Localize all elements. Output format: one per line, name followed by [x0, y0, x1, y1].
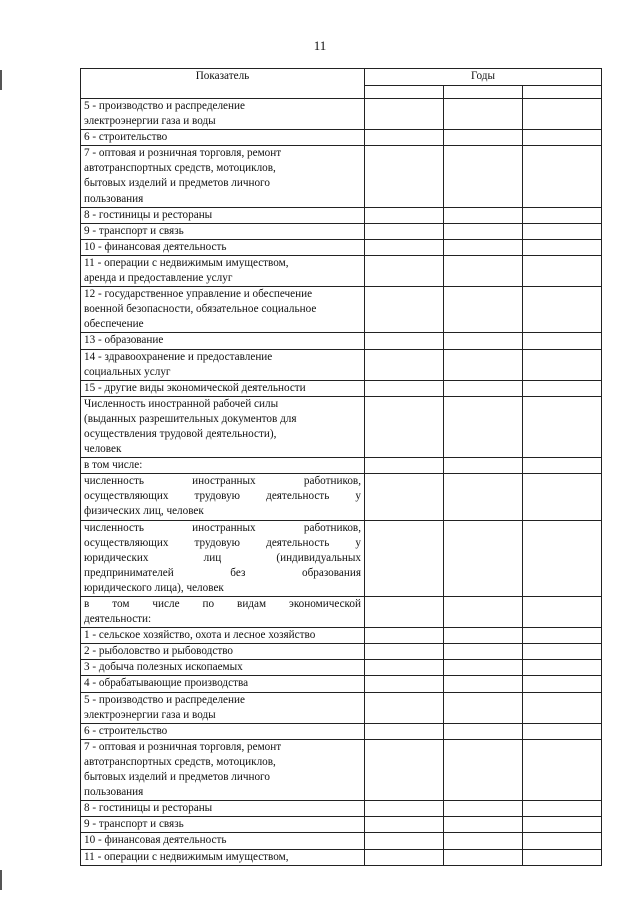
year-value-cell-3 — [523, 287, 602, 333]
table-row — [81, 99, 602, 130]
year-value-cell-2 — [444, 349, 523, 380]
table-row — [81, 849, 602, 865]
year-value-cell-1 — [365, 849, 444, 865]
indicator-cell — [81, 223, 365, 239]
page-number: 11 — [313, 38, 327, 53]
indicator-line: в том числе: — [84, 459, 143, 472]
year-value-cell-1 — [365, 628, 444, 644]
indicator-cell — [81, 801, 365, 817]
year-value-cell-2 — [444, 644, 523, 660]
table-row — [81, 349, 602, 380]
year-value-cell-3 — [523, 255, 602, 286]
indicator-cell — [81, 207, 365, 223]
indicator-line: социальных услуг — [84, 365, 171, 378]
indicator-line: электроэнергии газа и воды — [84, 115, 216, 128]
indicator-cell — [81, 692, 365, 723]
indicator-line: юридических лиц (индивидуальных — [84, 551, 361, 564]
indicator-line: 11 - операции с недвижимым имуществом, — [84, 256, 289, 269]
table-body — [81, 99, 602, 866]
year-value-cell-1 — [365, 801, 444, 817]
indicator-line: 15 - другие виды экономической деятельности — [84, 381, 306, 394]
indicator-line: 5 - производство и распределение — [84, 100, 245, 112]
year-value-cell-1 — [365, 130, 444, 146]
indicator-line: 5 - производство и распределение — [84, 693, 245, 706]
indicator-line: аренда и предоставление услуг — [84, 272, 233, 285]
year-value-cell-3 — [523, 644, 602, 660]
table-row — [81, 223, 602, 239]
year-value-cell-2 — [444, 660, 523, 676]
indicator-line: численность иностранных работников, — [84, 521, 361, 534]
year-value-cell-2 — [444, 474, 523, 520]
indicator-line: 14 - здравоохранение и предоставление — [84, 350, 273, 363]
indicator-cell — [81, 349, 365, 380]
year-value-cell-2 — [444, 333, 523, 349]
year-value-cell-1 — [365, 833, 444, 849]
year-value-cell-3 — [523, 723, 602, 739]
indicators-table — [80, 68, 602, 866]
indicator-line: обеспечение — [84, 318, 144, 331]
table-row — [81, 130, 602, 146]
indicator-line: 3 - добыча полезных ископаемых — [84, 661, 243, 674]
indicator-line: пользования — [84, 786, 144, 799]
year-value-cell-3 — [523, 801, 602, 817]
year-value-cell-2 — [444, 223, 523, 239]
year-value-cell-2 — [444, 287, 523, 333]
header-indicator: Показатель — [81, 69, 365, 99]
year-value-cell-1 — [365, 692, 444, 723]
indicator-cell — [81, 396, 365, 457]
table-row — [81, 644, 602, 660]
indicator-cell — [81, 474, 365, 520]
indicator-line: 12 - государственное управление и обеспечение — [84, 288, 313, 301]
indicator-line: осуществления трудовой деятельности), — [84, 427, 277, 440]
table-row — [81, 660, 602, 676]
year-value-cell-3 — [523, 817, 602, 833]
year-value-cell-1 — [365, 207, 444, 223]
table-row — [81, 723, 602, 739]
indicator-line: деятельности: — [84, 613, 152, 626]
year-value-cell-1 — [365, 474, 444, 520]
table-row — [81, 833, 602, 849]
indicator-line: осуществляющих трудовую деятельность у — [84, 490, 361, 503]
indicator-cell — [81, 333, 365, 349]
indicator-line: 4 - обрабатывающие производства — [84, 677, 249, 690]
year-value-cell-3 — [523, 676, 602, 692]
indicator-cell — [81, 239, 365, 255]
indicator-line: юридического лица), человек — [84, 581, 224, 594]
indicator-line: 6 - строительство — [84, 131, 168, 144]
indicator-line: 7 - оптовая и розничная торговля, ремонт — [84, 740, 282, 753]
year-value-cell-2 — [444, 380, 523, 396]
year-value-cell-1 — [365, 287, 444, 333]
indicator-line: предпринимателей без образования — [84, 566, 361, 579]
year-value-cell-3 — [523, 474, 602, 520]
year-value-cell-2 — [444, 597, 523, 628]
table-row — [81, 458, 602, 474]
year-column-1 — [365, 86, 444, 99]
year-value-cell-1 — [365, 239, 444, 255]
year-value-cell-2 — [444, 396, 523, 457]
indicator-line: пользования — [84, 192, 144, 205]
indicator-line: 9 - транспорт и связь — [84, 818, 184, 831]
year-value-cell-3 — [523, 333, 602, 349]
indicator-cell — [81, 130, 365, 146]
indicator-cell — [81, 287, 365, 333]
indicator-line: 13 - образование — [84, 334, 164, 347]
indicator-line: 2 - рыболовство и рыбоводство — [84, 645, 234, 658]
indicator-line: человек — [84, 443, 122, 456]
year-value-cell-1 — [365, 644, 444, 660]
year-value-cell-2 — [444, 130, 523, 146]
year-value-cell-2 — [444, 628, 523, 644]
year-value-cell-3 — [523, 146, 602, 207]
table-row — [81, 628, 602, 644]
year-value-cell-1 — [365, 146, 444, 207]
indicator-line: в том числе по видам экономической — [84, 598, 361, 610]
table-row — [81, 396, 602, 457]
table-row — [81, 207, 602, 223]
indicator-cell — [81, 458, 365, 474]
indicator-line: 7 - оптовая и розничная торговля, ремонт — [84, 147, 282, 160]
year-value-cell-1 — [365, 520, 444, 596]
scan-edge-mark — [0, 870, 2, 890]
table-row — [81, 146, 602, 207]
indicator-line: 9 - транспорт и связь — [84, 224, 184, 237]
table-row — [81, 287, 602, 333]
year-column-3 — [523, 86, 602, 99]
table-row — [81, 333, 602, 349]
year-value-cell-2 — [444, 849, 523, 865]
indicator-cell — [81, 833, 365, 849]
year-value-cell-2 — [444, 723, 523, 739]
year-value-cell-1 — [365, 676, 444, 692]
year-value-cell-1 — [365, 380, 444, 396]
indicator-line: 8 - гостиницы и рестораны — [84, 802, 213, 815]
year-value-cell-2 — [444, 692, 523, 723]
year-value-cell-3 — [523, 739, 602, 800]
year-value-cell-2 — [444, 520, 523, 596]
indicator-cell — [81, 380, 365, 396]
indicator-cell — [81, 644, 365, 660]
year-value-cell-1 — [365, 99, 444, 130]
table-row — [81, 474, 602, 520]
indicator-line: бытовых изделий и предметов личного — [84, 771, 270, 784]
year-value-cell-3 — [523, 239, 602, 255]
year-value-cell-1 — [365, 349, 444, 380]
year-value-cell-3 — [523, 396, 602, 457]
year-column-2 — [444, 86, 523, 99]
year-value-cell-1 — [365, 739, 444, 800]
table-row — [81, 801, 602, 817]
year-value-cell-1 — [365, 597, 444, 628]
year-value-cell-2 — [444, 739, 523, 800]
year-value-cell-2 — [444, 817, 523, 833]
indicator-cell — [81, 849, 365, 865]
year-value-cell-1 — [365, 458, 444, 474]
year-value-cell-2 — [444, 833, 523, 849]
indicator-line: 1 - сельское хозяйство, охота и лесное хозяйство — [84, 629, 316, 642]
indicator-cell — [81, 99, 365, 130]
year-value-cell-1 — [365, 223, 444, 239]
indicator-cell — [81, 676, 365, 692]
year-value-cell-3 — [523, 130, 602, 146]
year-value-cell-3 — [523, 628, 602, 644]
table-row — [81, 817, 602, 833]
indicator-line: автотранспортных средств, мотоциклов, — [84, 755, 276, 768]
year-value-cell-3 — [523, 692, 602, 723]
year-value-cell-3 — [523, 207, 602, 223]
year-value-cell-3 — [523, 223, 602, 239]
year-value-cell-3 — [523, 458, 602, 474]
year-value-cell-1 — [365, 255, 444, 286]
indicator-cell — [81, 146, 365, 207]
year-value-cell-2 — [444, 458, 523, 474]
indicator-cell — [81, 723, 365, 739]
indicator-cell — [81, 520, 365, 596]
year-value-cell-2 — [444, 676, 523, 692]
indicator-cell — [81, 597, 365, 628]
year-value-cell-3 — [523, 99, 602, 130]
indicator-line: 8 - гостиницы и рестораны — [84, 208, 213, 221]
indicator-line: автотранспортных средств, мотоциклов, — [84, 162, 276, 175]
indicator-line: 10 - финансовая деятельность — [84, 240, 227, 253]
indicator-cell — [81, 660, 365, 676]
year-value-cell-1 — [365, 723, 444, 739]
year-value-cell-3 — [523, 349, 602, 380]
year-value-cell-2 — [444, 99, 523, 130]
indicator-cell — [81, 255, 365, 286]
year-value-cell-3 — [523, 660, 602, 676]
year-value-cell-2 — [444, 801, 523, 817]
indicator-line: бытовых изделий и предметов личного — [84, 177, 270, 190]
indicator-line: 6 - строительство — [84, 724, 168, 737]
year-value-cell-3 — [523, 380, 602, 396]
scan-edge-mark — [0, 70, 2, 90]
indicator-cell — [81, 817, 365, 833]
year-value-cell-3 — [523, 520, 602, 596]
year-value-cell-3 — [523, 597, 602, 628]
year-value-cell-2 — [444, 207, 523, 223]
year-value-cell-2 — [444, 239, 523, 255]
indicator-line: 11 - операции с недвижимым имуществом, — [84, 850, 289, 863]
table-row — [81, 239, 602, 255]
header-years: Годы — [365, 69, 602, 86]
year-value-cell-3 — [523, 849, 602, 865]
indicator-line: Численность иностранной рабочей силы — [84, 397, 279, 410]
indicator-line: 10 - финансовая деятельность — [84, 834, 227, 847]
table-row — [81, 597, 602, 628]
year-value-cell-2 — [444, 146, 523, 207]
table-row — [81, 692, 602, 723]
table-row — [81, 380, 602, 396]
indicator-cell — [81, 739, 365, 800]
indicator-line: электроэнергии газа и воды — [84, 708, 216, 721]
year-value-cell-1 — [365, 817, 444, 833]
indicator-line: (выданных разрешительных документов для — [84, 412, 297, 425]
indicator-line: военной безопасности, обязательное социальное — [84, 303, 317, 316]
table-row — [81, 255, 602, 286]
year-value-cell-1 — [365, 333, 444, 349]
table-row — [81, 676, 602, 692]
year-value-cell-3 — [523, 833, 602, 849]
year-value-cell-1 — [365, 660, 444, 676]
year-value-cell-2 — [444, 255, 523, 286]
indicator-line: численность иностранных работников, — [84, 475, 361, 488]
indicator-line: осуществляющих трудовую деятельность у — [84, 536, 361, 549]
table-row — [81, 520, 602, 596]
table-row — [81, 739, 602, 800]
indicator-line: физических лиц, человек — [84, 505, 204, 518]
year-value-cell-1 — [365, 396, 444, 457]
indicator-cell — [81, 628, 365, 644]
